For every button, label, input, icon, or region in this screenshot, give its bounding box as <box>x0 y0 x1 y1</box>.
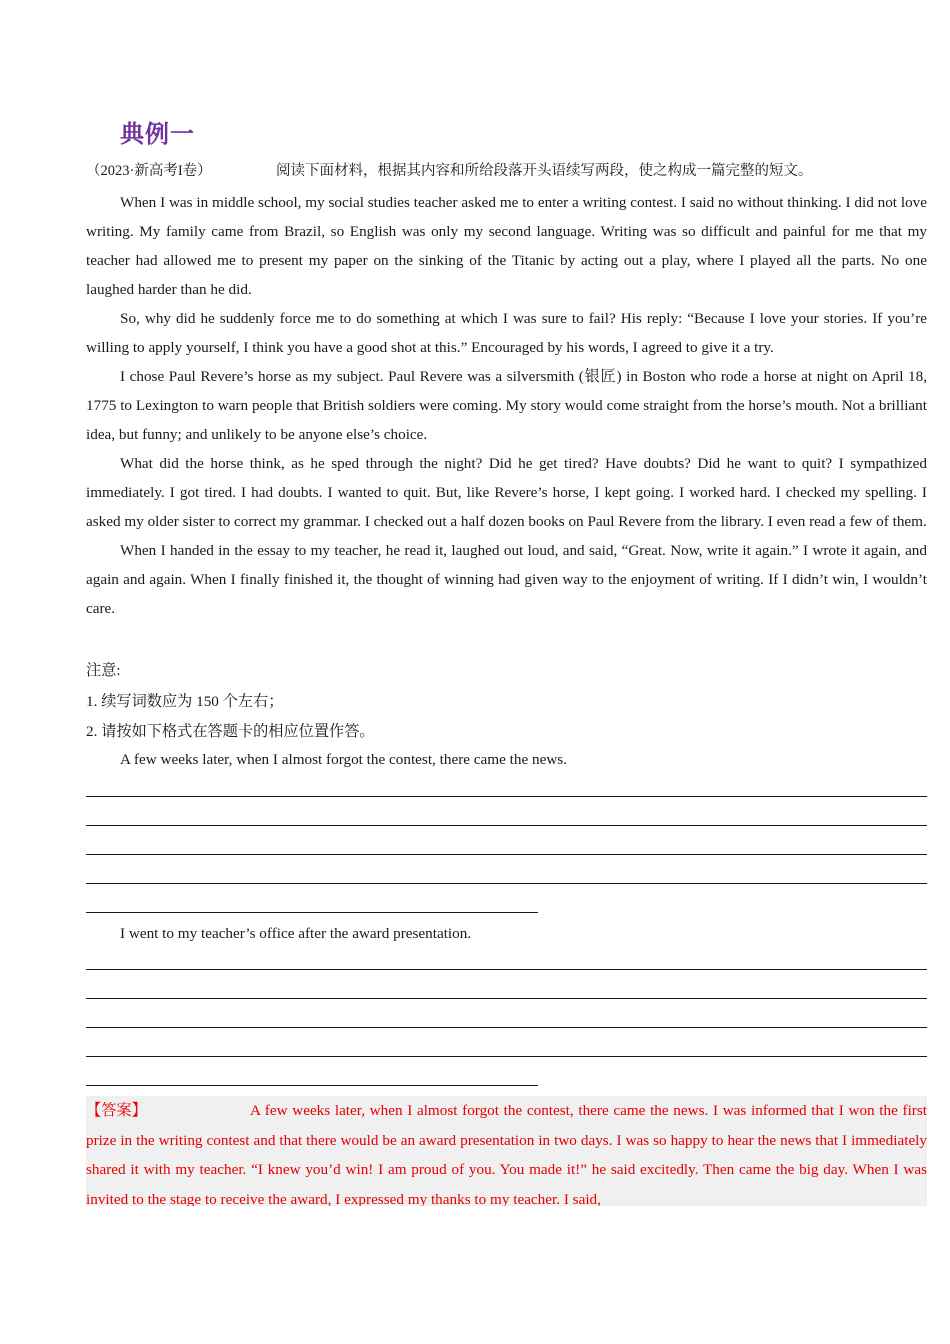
notes-label: 注意: <box>86 662 121 679</box>
writing-lines-2 <box>86 941 927 1086</box>
exam-source: （2023·新高考I卷） <box>86 163 212 179</box>
example-title: 典例一 <box>120 120 195 148</box>
writing-line <box>86 999 927 1028</box>
paragraph-opener-2: I went to my teacher’s office after the award presentation. <box>120 925 472 942</box>
writing-line <box>86 826 927 855</box>
paragraph-opener-1: A few weeks later, when I almost forgot the contest, there came the news. <box>120 751 567 768</box>
passage-paragraph: I chose Paul Revere’s horse as my subject. Paul Revere was a silversmith (银匠) in Boston who rode a horse at night on April 18, 1775 to Lexington to warn people that British soldiers were coming. My story would come straight from the horse’s mouth. Not a brilliant idea, but funny; and unlikely to be anyone else’s choice. <box>86 368 927 443</box>
note-item: 1. 续写词数应为 150 个左右； <box>86 692 284 710</box>
reading-passage <box>86 188 927 623</box>
writing-lines-1 <box>86 768 927 913</box>
writing-line <box>86 884 538 913</box>
question-header <box>86 161 927 181</box>
passage-paragraph: When I was in middle school, my social studies teacher asked me to enter a writing contest. I said no without thinking. I did not love writing. My family came from Brazil, so English was only my second language. Writing was so difficult and painful for me that my teacher had allowed me to present my paper on the sinking of the Titanic by acting out a play, where I played all the parts. No one laughed harder than he did. <box>86 194 927 298</box>
answer-block <box>86 1096 927 1206</box>
passage-paragraph: When I handed in the essay to my teacher, he read it, laughed out loud, and said, “Great. Now, write it again.” I wrote it again, and again and again. When I finally finished it, the thought of winning had given way to the enjoyment of writing. If I didn’t win, I wouldn’t care. <box>86 542 927 617</box>
writing-line <box>86 797 927 826</box>
passage-paragraph: So, why did he suddenly force me to do something at which I was sure to fail? His reply: “Because I love your stories. If you’re willing to apply yourself, I think you have a good shot at this.” Encouraged by his words, I agreed to give it a try. <box>86 310 927 356</box>
answer-text: A few weeks later, when I almost forgot the contest, there came the news. I was informed that I won the first prize in the writing contest and that there would be an award presentation in two days. I was so happy to hear the news that I immediately shared it with my teacher. “I knew you’d win! I am proud of you. You made it!” he said excitedly. Then came the big day. When I was invited to the stage to receive the award, I expressed my thanks to my teacher. I said, <box>86 1102 927 1206</box>
notes-section <box>86 656 375 748</box>
answer-tag: 【答案】 <box>86 1102 147 1119</box>
writing-line <box>86 768 927 797</box>
writing-line <box>86 1028 927 1057</box>
writing-line <box>86 941 927 970</box>
writing-line <box>86 1057 538 1086</box>
writing-line <box>86 855 927 884</box>
task-instruction: 阅读下面材料，根据其内容和所给段落开头语续写两段，使之构成一篇完整的短文。 <box>276 163 813 179</box>
passage-paragraph: What did the horse think, as he sped through the night? Did he get tired? Have doubts? Did he want to quit? I sympathized immediately. I got tired. I had doubts. I wanted to quit. But, like Revere’s horse, I kept going. I worked hard. I checked my spelling. I asked my older sister to correct my grammar. I checked out a half dozen books on Paul Revere from the library. I even read a few of them. <box>86 455 927 530</box>
note-item: 2. 请按如下格式在答题卡的相应位置作答。 <box>86 723 375 740</box>
writing-line <box>86 970 927 999</box>
